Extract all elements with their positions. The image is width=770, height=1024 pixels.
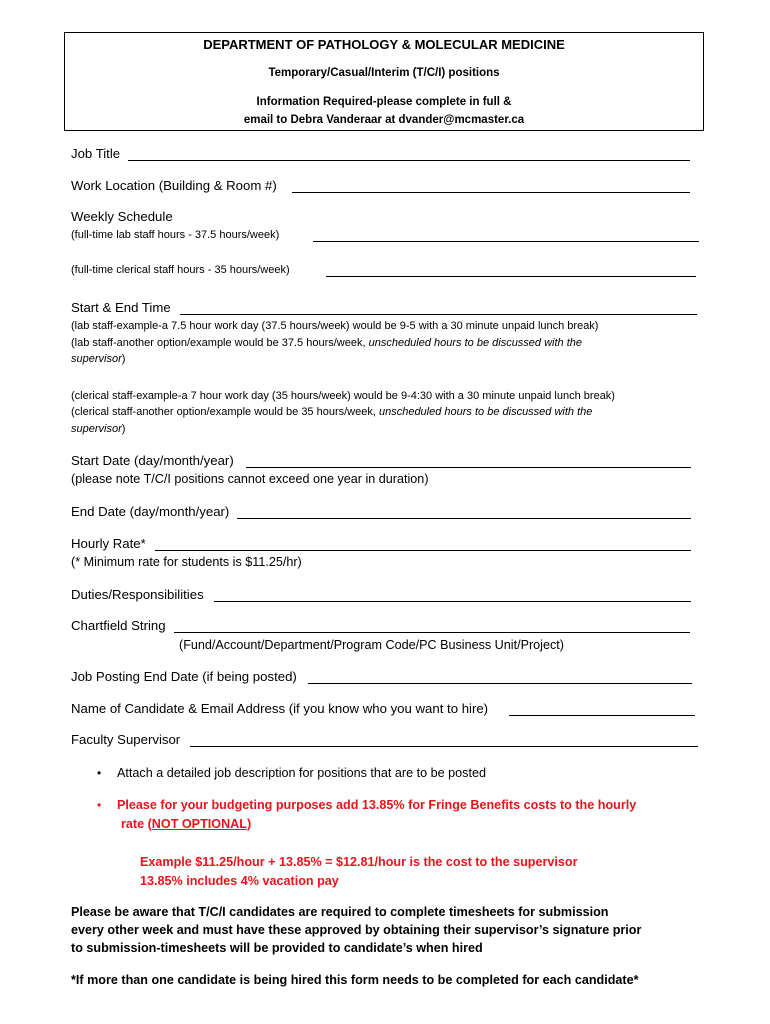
header-box bbox=[64, 32, 704, 131]
hourly-rate-label: Hourly Rate* bbox=[71, 536, 146, 551]
start-date-note: (please note T/C/I positions cannot exceed one year in duration) bbox=[71, 472, 429, 486]
clerical-hours-label: (full-time clerical staff hours - 35 hours/week) bbox=[71, 264, 290, 276]
faculty-supervisor-label: Faculty Supervisor bbox=[71, 732, 181, 747]
clerical-example-b-cont: supervisor) bbox=[71, 423, 126, 435]
chartfield-label: Chartfield String bbox=[71, 618, 166, 633]
lab-example-b: (lab staff-another option/example would be 37.5 hours/week, unscheduled hours to be discussed with the bbox=[71, 337, 583, 349]
candidate-name-input-line[interactable] bbox=[509, 715, 695, 716]
candidate-name-label: Name of Candidate & Email Address (if you know who you want to hire) bbox=[71, 701, 489, 716]
duties-label: Duties/Responsibilities bbox=[71, 587, 204, 602]
email-instruction-line: email to Debra Vanderaar at dvander@mcmaster.ca bbox=[243, 114, 525, 126]
duties-input-line[interactable] bbox=[214, 601, 691, 602]
timesheets-note-line1: Please be aware that T/C/I candidates are required to complete timesheets for submission bbox=[71, 905, 609, 919]
start-end-time-input-line[interactable] bbox=[180, 314, 697, 315]
lab-example-b-cont: supervisor) bbox=[71, 353, 126, 365]
faculty-supervisor-input-line[interactable] bbox=[190, 746, 698, 747]
department-title: DEPARTMENT OF PATHOLOGY & MOLECULAR MEDICINE bbox=[203, 37, 565, 52]
position-type-subtitle: Temporary/Casual/Interim (T/C/I) positions bbox=[268, 67, 500, 79]
bullet-dot-icon: • bbox=[97, 766, 102, 780]
vacation-pay-line: 13.85% includes 4% vacation pay bbox=[140, 874, 339, 888]
attach-description-text: Attach a detailed job description for positions that are to be posted bbox=[117, 766, 486, 780]
lab-hours-input-line[interactable] bbox=[313, 241, 699, 242]
job-posting-end-label: Job Posting End Date (if being posted) bbox=[71, 669, 297, 684]
budget-warning-line2: rate (NOT OPTIONAL) bbox=[121, 817, 252, 831]
clerical-example-a: (clerical staff-example-a 7 hour work day (35 hours/week) would be 9-4:30 with a 30 minute unpaid lunch break) bbox=[71, 390, 615, 402]
timesheets-note-line2: every other week and must have these approved by obtaining their supervisor’s signature prior bbox=[71, 923, 642, 937]
timesheets-note-line3: to submission-timesheets will be provided to candidate’s when hired bbox=[71, 941, 483, 955]
clerical-hours-input-line[interactable] bbox=[326, 276, 696, 277]
work-location-label: Work Location (Building & Room #) bbox=[71, 178, 277, 193]
minimum-rate-note: (* Minimum rate for students is $11.25/hr) bbox=[71, 555, 302, 569]
lab-hours-label: (full-time lab staff hours - 37.5 hours/week) bbox=[71, 229, 280, 241]
start-end-time-label: Start & End Time bbox=[71, 300, 171, 315]
job-posting-end-input-line[interactable] bbox=[308, 683, 692, 684]
end-date-input-line[interactable] bbox=[237, 518, 691, 519]
start-date-input-line[interactable] bbox=[246, 467, 691, 468]
start-date-label: Start Date (day/month/year) bbox=[71, 453, 234, 468]
bullet-dot-icon: • bbox=[97, 798, 102, 812]
job-title-input-line[interactable] bbox=[128, 160, 690, 161]
end-date-label: End Date (day/month/year) bbox=[71, 504, 230, 519]
multiple-candidates-note: *If more than one candidate is being hired this form needs to be completed for each candidate* bbox=[71, 973, 639, 987]
weekly-schedule-label: Weekly Schedule bbox=[71, 209, 173, 224]
chartfield-input-line[interactable] bbox=[174, 632, 690, 633]
example-cost-line: Example $11.25/hour + 13.85% = $12.81/hour is the cost to the supervisor bbox=[140, 855, 578, 869]
budget-warning-line1: Please for your budgeting purposes add 13.85% for Fringe Benefits costs to the hourly bbox=[117, 798, 637, 812]
info-required-line: Information Required-please complete in full & bbox=[256, 96, 512, 108]
chartfield-format-note: (Fund/Account/Department/Program Code/PC Business Unit/Project) bbox=[179, 638, 564, 652]
hourly-rate-input-line[interactable] bbox=[155, 550, 691, 551]
lab-example-a: (lab staff-example-a 7.5 hour work day (37.5 hours/week) would be 9-5 with a 30 minute unpaid lunch break) bbox=[71, 320, 599, 332]
clerical-example-b: (clerical staff-another option/example would be 35 hours/week, unscheduled hours to be discussed with the bbox=[71, 406, 593, 418]
work-location-input-line[interactable] bbox=[292, 192, 690, 193]
job-title-label: Job Title bbox=[71, 146, 121, 161]
